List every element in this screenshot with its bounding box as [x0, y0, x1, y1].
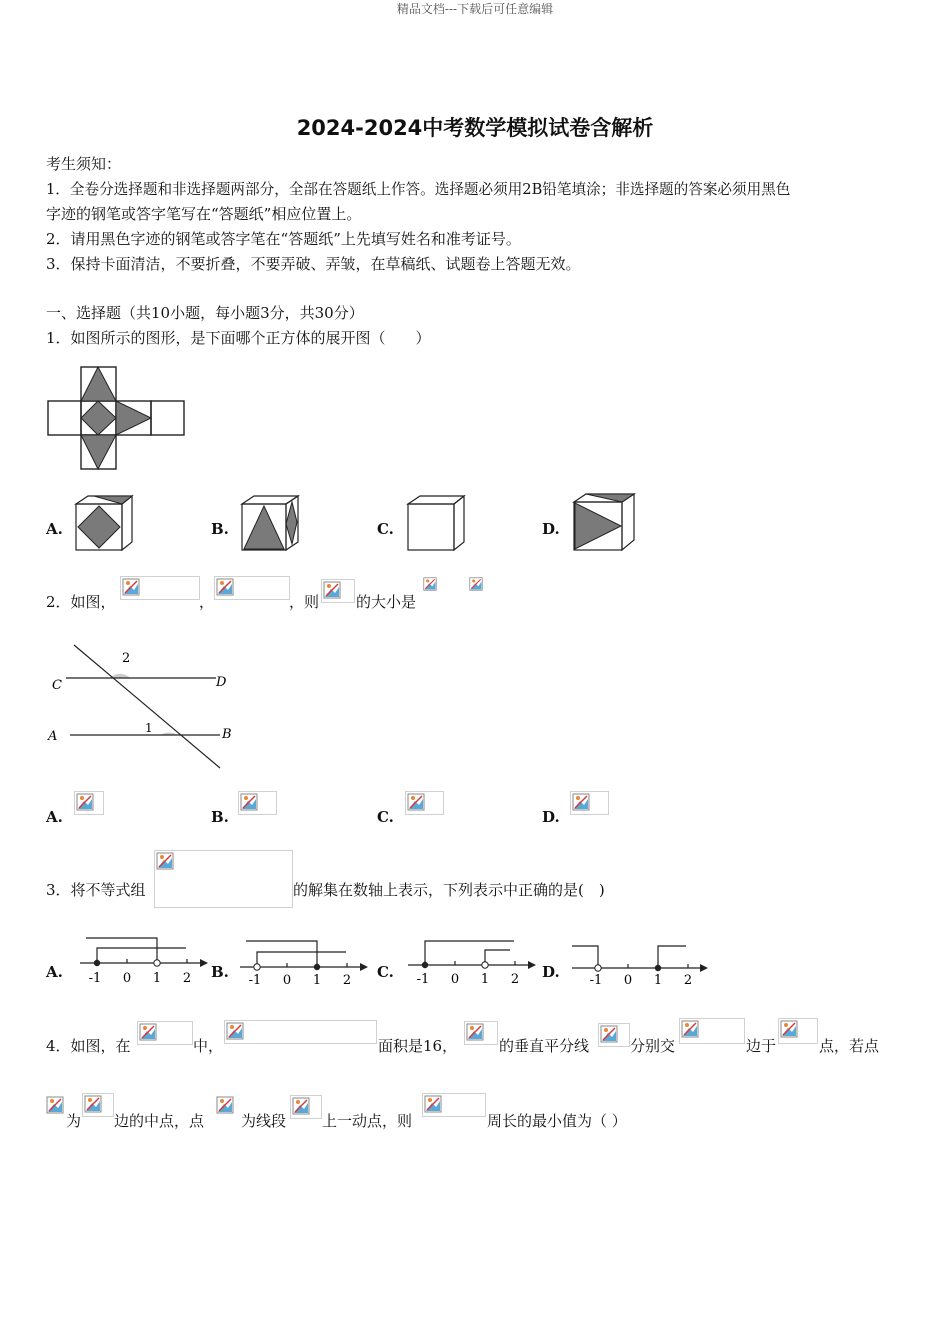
q1-cube-net-figure: [46, 362, 188, 474]
q2-option-b-image[interactable]: [238, 791, 277, 815]
broken-image-icon: [216, 1096, 234, 1114]
notice-item-3: 3．保持卡面清洁，不要折叠，不要弄破、弄皱，在草稿纸、试题卷上答题无效。: [46, 255, 581, 273]
q4-text-i: 为线段: [241, 1112, 287, 1130]
q2-comma-1: ，: [199, 593, 215, 611]
q4-text-g: 为: [66, 1112, 82, 1130]
tick-label: 2: [342, 973, 352, 986]
q1-option-b-cube[interactable]: [240, 494, 302, 552]
broken-image-icon: [240, 793, 258, 811]
broken-image-icon: [572, 793, 590, 811]
notice-heading: 考生须知：: [46, 155, 122, 173]
q4-text-j: 上一动点，则: [322, 1112, 413, 1130]
q4-formula-image: [679, 1018, 745, 1044]
q3-inequality-system-image: [154, 850, 293, 908]
q4-formula-image: [422, 1093, 486, 1117]
q2-option-d-image[interactable]: [570, 791, 609, 815]
q2-formula-5-image: [468, 574, 482, 596]
q4-text-a: 中，: [193, 1037, 224, 1055]
q4-formula-image: [290, 1095, 322, 1119]
broken-image-icon: [424, 1095, 442, 1113]
q1-option-c-cube[interactable]: [406, 494, 468, 552]
q4-formula-image: [778, 1018, 818, 1044]
q2-option-b-label[interactable]: B.: [211, 808, 229, 826]
broken-image-icon: [323, 581, 341, 599]
label-a: A: [48, 729, 58, 744]
q2-option-c-image[interactable]: [405, 791, 444, 815]
notice-item-1-line-1: 1．全卷分选择题和非选择题两部分，全部在答题纸上作答。选择题必须用2B铅笔填涂；非选择题的答案必须用黑色: [46, 181, 791, 198]
q2-prefix: 2．如图，: [46, 593, 116, 611]
broken-image-icon: [780, 1020, 798, 1038]
tick-label: -1: [88, 971, 102, 986]
label-c: C: [52, 678, 62, 693]
broken-image-icon: [216, 578, 234, 596]
broken-image-icon: [681, 1020, 699, 1038]
q4-text-b: 面积是16，: [378, 1037, 458, 1055]
header-note: 精品文档---下载后可任意编辑: [396, 2, 554, 16]
q1-option-d-cube[interactable]: [572, 492, 638, 552]
tick-label: 0: [623, 973, 633, 986]
q3-option-c-number-line[interactable]: [406, 934, 538, 986]
q3-option-a-label[interactable]: A.: [46, 963, 63, 981]
q3-option-c-label[interactable]: C.: [377, 963, 394, 981]
q3-option-b-label[interactable]: B.: [211, 963, 229, 981]
q1-option-b-label[interactable]: B.: [211, 520, 229, 538]
q2-suffix: 的大小是: [356, 593, 417, 611]
q2-parallel-lines-figure: [44, 640, 244, 775]
q1-stem: 1．如图所示的图形，是下面哪个正方体的展开图（ ）: [46, 329, 431, 347]
label-d: D: [216, 675, 227, 690]
q1-option-a-cube[interactable]: [74, 494, 136, 552]
q4-line1-prefix: 4．如图，在: [46, 1037, 131, 1055]
broken-image-icon: [76, 793, 94, 811]
tick-label: 1: [152, 971, 162, 986]
q1-option-a-label[interactable]: A.: [46, 520, 63, 538]
tick-label: -1: [248, 973, 262, 986]
label-b: B: [222, 727, 232, 742]
q4-text-k: 周长的最小值为（ ）: [487, 1112, 627, 1130]
notice-item-2: 2．请用黑色字迹的钢笔或答字笔在“答题纸”上先填写姓名和准考证号。: [46, 230, 521, 248]
q4-text-c: 的垂直平分线: [499, 1037, 590, 1055]
q2-option-a-label[interactable]: A.: [46, 808, 63, 826]
q2-formula-2-image: [214, 576, 290, 600]
broken-image-icon: [292, 1097, 310, 1115]
broken-image-icon: [466, 1023, 484, 1041]
q3-option-a-number-line[interactable]: [78, 934, 210, 986]
tick-label: -1: [416, 972, 430, 986]
q4-formula-image: [464, 1021, 498, 1045]
q4-text-f: 点，若点: [819, 1037, 880, 1055]
broken-image-icon: [84, 1095, 102, 1113]
q3-suffix: 的解集在数轴上表示，下列表示中正确的是( ): [293, 881, 605, 899]
broken-image-icon: [156, 852, 174, 870]
q4-text-h: 边的中点，点: [114, 1112, 205, 1130]
broken-image-icon: [423, 575, 437, 593]
broken-image-icon: [139, 1023, 157, 1041]
q4-formula-image: [137, 1021, 193, 1045]
broken-image-icon: [46, 1096, 64, 1114]
broken-image-icon: [469, 575, 483, 593]
q1-option-c-label[interactable]: C.: [377, 520, 394, 538]
q1-option-d-label[interactable]: D.: [542, 520, 560, 538]
q2-comma-then: ，则: [289, 593, 320, 611]
broken-image-icon: [407, 793, 425, 811]
angle-2-label: 2: [122, 651, 131, 666]
tick-label: -1: [589, 973, 603, 986]
tick-label: 0: [450, 972, 460, 986]
q2-formula-4-image: [422, 574, 436, 596]
q4-formula-image: [598, 1023, 630, 1047]
tick-label: 1: [653, 973, 663, 986]
tick-label: 2: [182, 971, 192, 986]
q3-prefix: 3．将不等式组: [46, 881, 146, 899]
q4-formula-image: [45, 1095, 65, 1117]
page-title: 2024-2024中考数学模拟试卷含解析: [296, 116, 654, 140]
q4-text-e: 边于: [746, 1037, 777, 1055]
tick-label: 1: [312, 973, 322, 986]
q2-option-d-label[interactable]: D.: [542, 808, 560, 826]
q2-formula-3-image: [321, 579, 355, 603]
broken-image-icon: [600, 1025, 618, 1043]
q2-formula-1-image: [120, 576, 200, 600]
broken-image-icon: [122, 578, 140, 596]
q3-option-d-number-line[interactable]: [570, 934, 710, 986]
q4-formula-image: [215, 1095, 239, 1117]
q3-option-b-number-line[interactable]: [238, 934, 370, 986]
tick-label: 2: [510, 972, 520, 986]
q4-text-d: 分别交: [630, 1037, 676, 1055]
tick-label: 2: [683, 973, 693, 986]
angle-1-label: 1: [145, 721, 153, 735]
tick-label: 0: [282, 973, 292, 986]
tick-label: 1: [480, 972, 490, 986]
section-heading: 一、选择题（共10小题，每小题3分，共30分）: [46, 304, 364, 322]
q2-option-a-image[interactable]: [74, 791, 104, 815]
q4-formula-image: [82, 1093, 114, 1117]
q3-option-d-label[interactable]: D.: [542, 963, 560, 981]
q4-formula-image: [224, 1020, 377, 1044]
notice-item-1-line-2: 字迹的钢笔或答字笔写在“答题纸”相应位置上。: [46, 205, 362, 223]
broken-image-icon: [226, 1022, 244, 1040]
q2-option-c-label[interactable]: C.: [377, 808, 394, 826]
tick-label: 0: [122, 971, 132, 986]
